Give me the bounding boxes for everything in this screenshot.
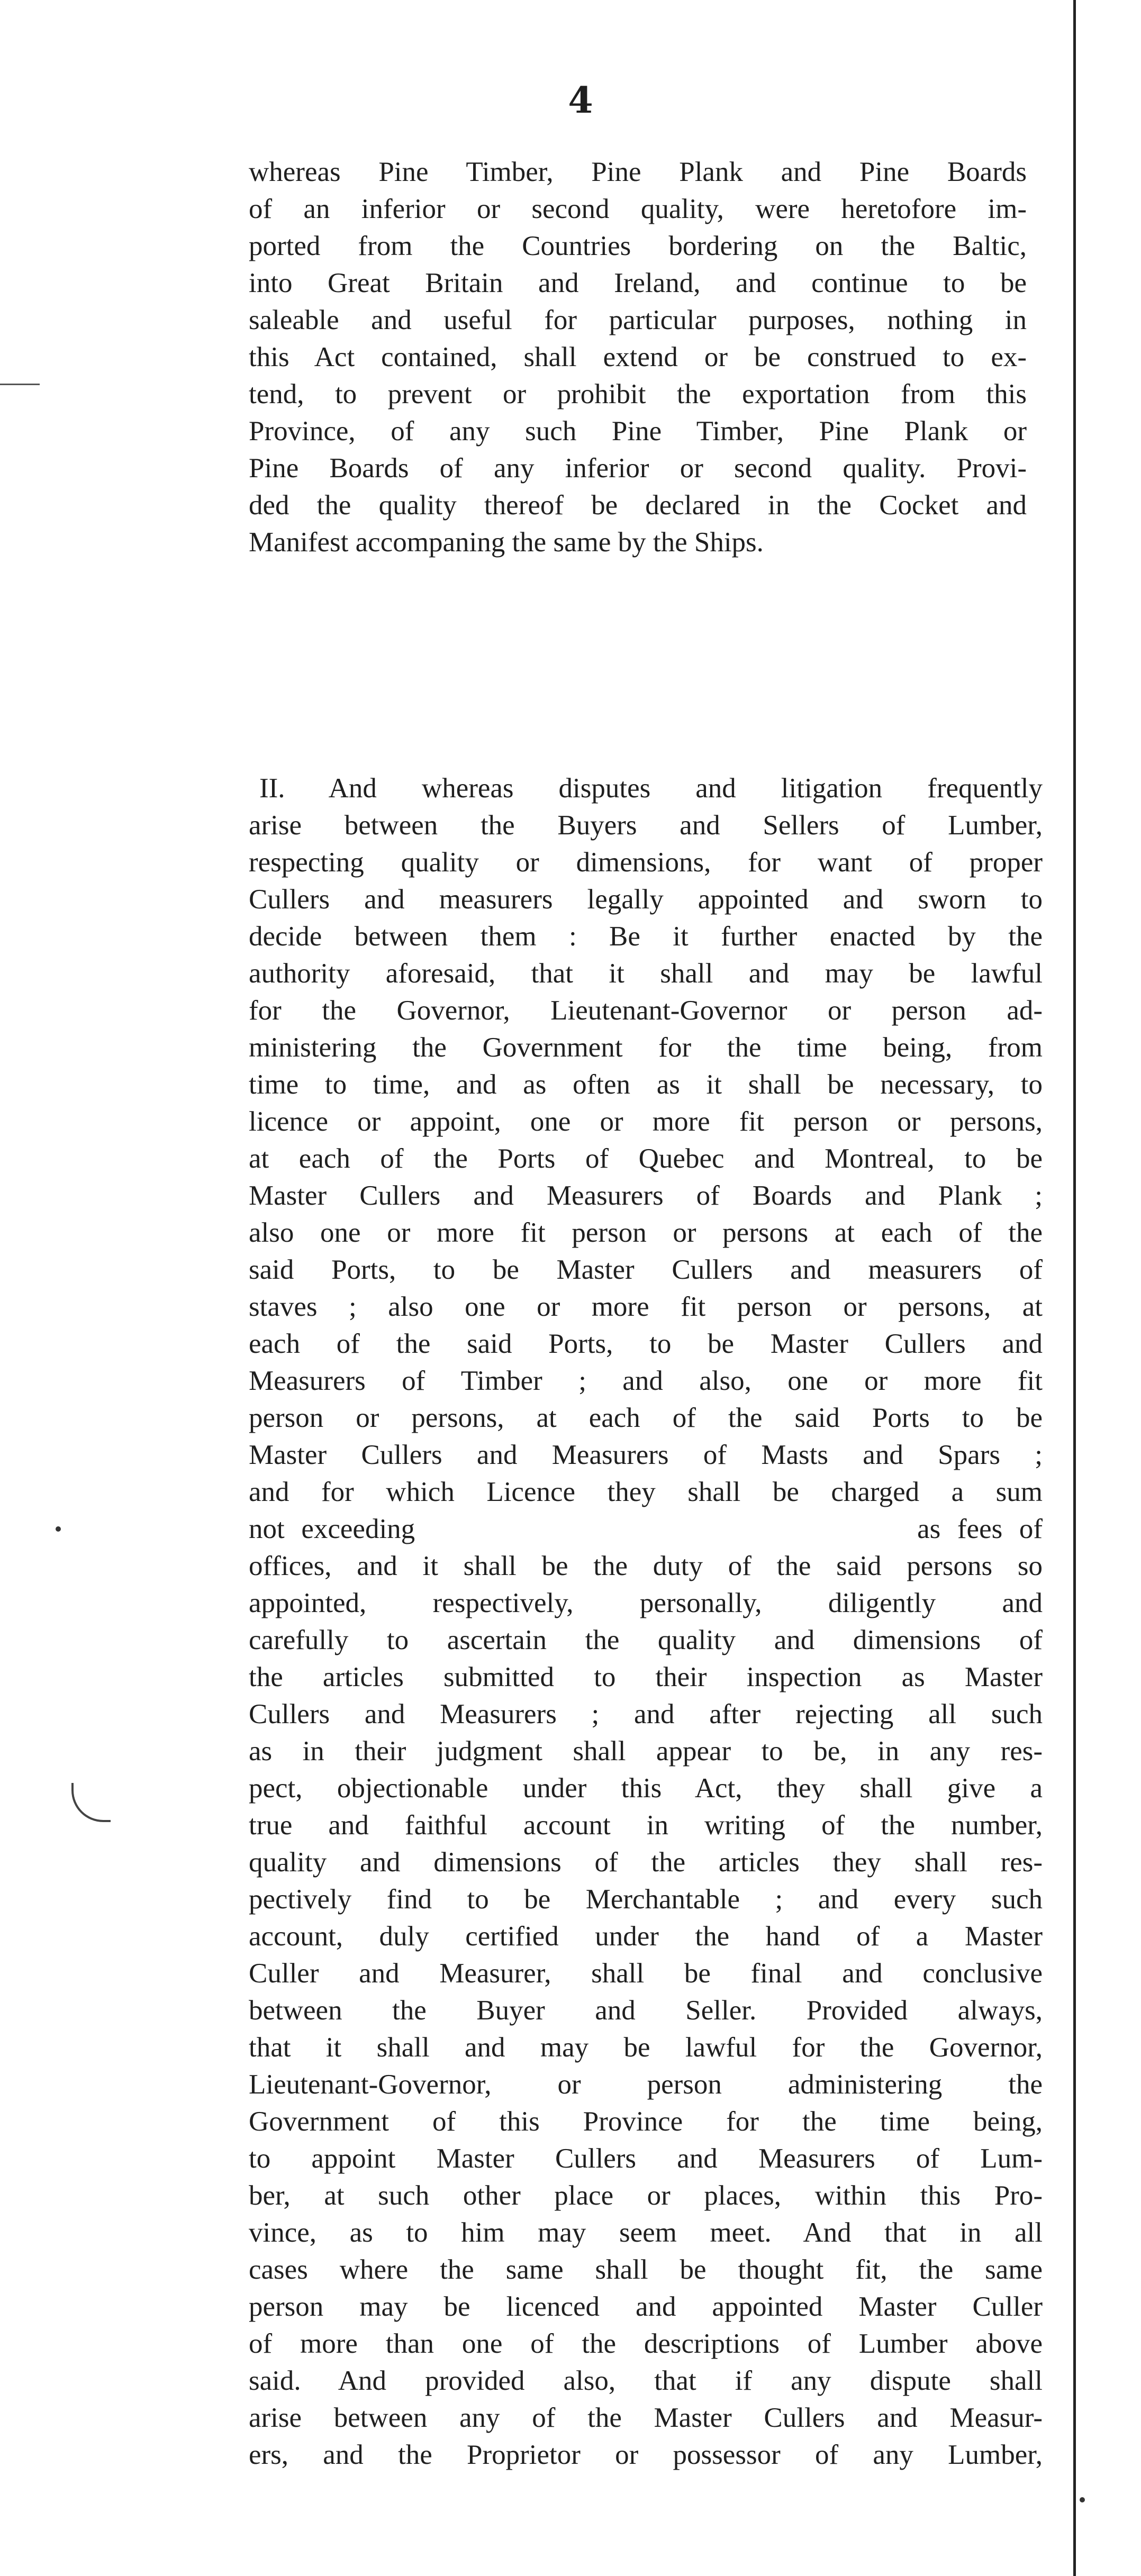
text-line: Cullers and measurers legally appointed and sworn to: [249, 884, 1043, 915]
text-line: the articles submitted to their inspection as Master: [249, 1662, 1043, 1692]
text-line: between the Buyer and Seller. Provided always,: [249, 1995, 1043, 2026]
text-line: appointed, respectively, personally, diligently and: [249, 1588, 1043, 1618]
text-line: to appoint Master Cullers and Measurers of Lum-: [249, 2143, 1043, 2174]
text-line: Pine Boards of any inferior or second quality. Provi-: [249, 453, 1027, 484]
text-line: offices, and it shall be the duty of the said persons so: [249, 1551, 1043, 1581]
text-line: ers, and the Proprietor or possessor of any Lumber,: [249, 2440, 1043, 2470]
text-line: not exceeding as fees of: [249, 1514, 1043, 1544]
text-line: into Great Britain and Ireland, and continue to be: [249, 268, 1027, 298]
text-line: Province, of any such Pine Timber, Pine Plank or: [249, 416, 1027, 447]
text-line: time to time, and as often as it shall be necessary, to: [249, 1069, 1043, 1100]
text-line: ported from the Countries bordering on the Baltic,: [249, 231, 1027, 261]
text-line: person may be licenced and appointed Master Culler: [249, 2291, 1043, 2322]
text-line: Master Cullers and Measurers of Boards and Plank ;: [249, 1180, 1043, 1211]
text-line: saleable and useful for particular purposes, nothing in: [249, 305, 1027, 335]
text-line: of an inferior or second quality, were heretofore im-: [249, 194, 1027, 224]
text-line: as in their judgment shall appear to be, in any res-: [249, 1736, 1043, 1767]
text-line: this Act contained, shall extend or be construed to ex-: [249, 342, 1027, 372]
text-line: Measurers of Timber ; and also, one or more fit: [249, 1366, 1043, 1396]
text-line: licence or appoint, one or more fit person or persons,: [249, 1106, 1043, 1137]
page-edge-border: [1073, 0, 1076, 2576]
text-line: that it shall and may be lawful for the Governor,: [249, 2032, 1043, 2063]
margin-pen-mark: [0, 384, 40, 385]
text-line: arise between the Buyers and Sellers of Lumber,: [249, 810, 1043, 841]
ink-speck: [56, 1526, 61, 1532]
ink-speck: [1080, 2497, 1085, 2502]
text-line: each of the said Ports, to be Master Cullers and: [249, 1328, 1043, 1359]
page-number: 4: [568, 79, 594, 122]
text-line: for the Governor, Lieutenant-Governor or person ad-: [249, 995, 1043, 1026]
text-line: said. And provided also, that if any dispute shall: [249, 2365, 1043, 2396]
text-line: also one or more fit person or persons at each of the: [249, 1217, 1043, 1248]
text-line: Master Cullers and Measurers of Masts and Spars ;: [249, 1440, 1043, 1470]
text-line: Lieutenant-Governor, or person administering the: [249, 2069, 1043, 2100]
text-line: Cullers and Measurers ; and after rejecting all such: [249, 1699, 1043, 1730]
text-line: ministering the Government for the time being, from: [249, 1032, 1043, 1063]
text-line: vince, as to him may seem meet. And that in all: [249, 2217, 1043, 2248]
text-line: ded the quality thereof be declared in the Cocket and: [249, 490, 1027, 521]
text-line: tend, to prevent or prohibit the exportation from this: [249, 379, 1027, 409]
text-line: at each of the Ports of Quebec and Montreal, to be: [249, 1143, 1043, 1174]
text-line: of more than one of the descriptions of Lumber above: [249, 2328, 1043, 2359]
text-line: Manifest accompaning the same by the Ships.: [249, 527, 764, 558]
text-line: authority aforesaid, that it shall and may be lawful: [249, 958, 1043, 989]
text-line: quality and dimensions of the articles they shall res-: [249, 1847, 1043, 1878]
text-line: Government of this Province for the time being,: [249, 2106, 1043, 2137]
text-line: true and faithful account in writing of the number,: [249, 1810, 1043, 1841]
text-line: and for which Licence they shall be charged a sum: [249, 1477, 1043, 1507]
text-line: pect, objectionable under this Act, they shall give a: [249, 1773, 1043, 1804]
text-line: carefully to ascertain the quality and dimensions of: [249, 1625, 1043, 1655]
text-line: Culler and Measurer, shall be final and conclusive: [249, 1958, 1043, 1989]
paragraph: [249, 770, 1043, 2473]
text-line: staves ; also one or more fit person or persons, at: [249, 1291, 1043, 1322]
text-line: account, duly certified under the hand of a Master: [249, 1921, 1043, 1952]
text-line: respecting quality or dimensions, for want of proper: [249, 847, 1043, 878]
text-line: pectively find to be Merchantable ; and every such: [249, 1884, 1043, 1915]
text-line: decide between them : Be it further enacted by the: [249, 921, 1043, 952]
text-line: said Ports, to be Master Cullers and measurers of: [249, 1254, 1043, 1285]
text-line: whereas Pine Timber, Pine Plank and Pine Boards: [249, 157, 1027, 187]
text-line: cases where the same shall be thought fit, the same: [249, 2254, 1043, 2285]
text-line: ber, at such other place or places, within this Pro-: [249, 2180, 1043, 2211]
text-line: person or persons, at each of the said Ports to be: [249, 1403, 1043, 1433]
text-line: arise between any of the Master Cullers and Measur-: [249, 2402, 1043, 2433]
text-line: II. And whereas disputes and litigation frequently: [259, 773, 1043, 804]
margin-pen-mark: [71, 1783, 111, 1822]
paragraph: [249, 153, 1027, 561]
